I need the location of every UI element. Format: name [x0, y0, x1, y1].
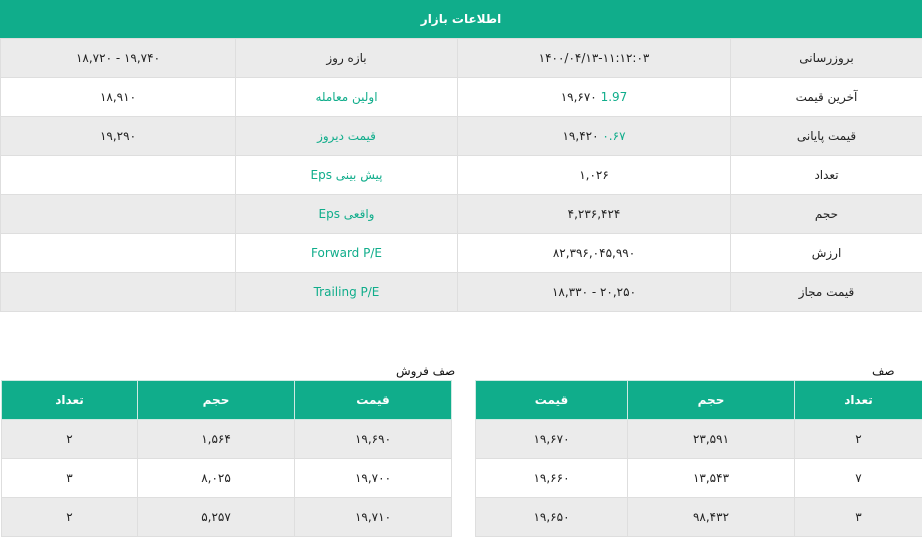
price-change: ۰.۶۷: [602, 129, 626, 143]
info-label: ارزش: [731, 234, 922, 273]
info-value: [458, 156, 731, 195]
value-text: ۱۹,۴۲۰: [562, 129, 599, 143]
info-value2: [1, 234, 236, 273]
sell-count: ۳: [2, 459, 138, 498]
value-text: ۱۴۰۰/۰۴/۱۳-۱۱:۱۲:۰۳: [538, 51, 650, 65]
sell-volume: ۵,۲۵۷: [138, 498, 295, 537]
buy-count: ۲: [795, 420, 922, 459]
column-header-price: قیمت: [295, 381, 452, 420]
buy-volume: ۱۳,۵۴۳: [628, 459, 795, 498]
table-row: [2, 420, 452, 459]
info-value: [458, 234, 731, 273]
info-label2: قیمت دیروز: [236, 117, 458, 156]
sell-volume: ۸,۰۲۵: [138, 459, 295, 498]
value-text: ۸۲,۳۹۶,۰۴۵,۹۹۰: [552, 246, 636, 260]
sell-count: ۲: [2, 420, 138, 459]
table-row: [476, 459, 922, 498]
buy-queue-header-row: [476, 381, 922, 420]
column-header-count: تعداد: [795, 381, 922, 420]
table-row: [476, 498, 922, 537]
info-label: بروزرسانی: [731, 39, 922, 78]
column-header-volume: حجم: [628, 381, 795, 420]
column-header-count: تعداد: [2, 381, 138, 420]
buy-price: ۱۹,۶۶۰: [476, 459, 628, 498]
buy-count: ۳: [795, 498, 922, 537]
price-change: 1.97: [600, 90, 628, 104]
value-text: ۴,۲۳۶,۴۲۴: [567, 207, 621, 221]
info-value2: [1, 195, 236, 234]
table-row: [2, 498, 452, 537]
info-value: [458, 39, 731, 78]
sell-queue-table: [1, 380, 452, 537]
info-label2: Trailing P/E: [236, 273, 458, 312]
buy-queue-title: صف: [872, 364, 895, 378]
info-row: [1, 195, 922, 234]
info-row: [1, 234, 922, 273]
info-value2: ۱۹,۲۹۰: [1, 117, 236, 156]
info-label: تعداد: [731, 156, 922, 195]
info-row: [1, 78, 922, 117]
market-info-header: [0, 0, 922, 38]
table-row: [476, 420, 922, 459]
info-label: آخرین قیمت: [731, 78, 922, 117]
info-value: [458, 117, 731, 156]
info-label2: اولین معامله: [236, 78, 458, 117]
info-label2: Eps واقعی: [236, 195, 458, 234]
info-row: [1, 117, 922, 156]
info-label: حجم: [731, 195, 922, 234]
sell-queue-header-row: [2, 381, 452, 420]
buy-price: ۱۹,۶۷۰: [476, 420, 628, 459]
buy-queue-table: [475, 380, 922, 537]
info-row: [1, 273, 922, 312]
sell-volume: ۱,۵۶۴: [138, 420, 295, 459]
buy-volume: ۲۳,۵۹۱: [628, 420, 795, 459]
value-text: ۱۸,۳۳۰ - ۲۰,۲۵۰: [551, 285, 637, 299]
info-value2: ۱۸,۹۱۰: [1, 78, 236, 117]
market-info-title: اطلاعات بازار: [420, 12, 502, 26]
sell-price: ۱۹,۶۹۰: [295, 420, 452, 459]
info-label2: Eps پیش بینی: [236, 156, 458, 195]
info-label: قیمت پایانی: [731, 117, 922, 156]
column-header-price: قیمت: [476, 381, 628, 420]
info-value2: [1, 273, 236, 312]
info-row: [1, 39, 922, 78]
info-label2: بازه روز: [236, 39, 458, 78]
sell-price: ۱۹,۷۰۰: [295, 459, 452, 498]
sell-count: ۲: [2, 498, 138, 537]
buy-count: ۷: [795, 459, 922, 498]
sell-price: ۱۹,۷۱۰: [295, 498, 452, 537]
column-header-volume: حجم: [138, 381, 295, 420]
info-value: [458, 195, 731, 234]
info-value: [458, 78, 731, 117]
info-value2: ۱۸,۷۲۰ - ۱۹,۷۴۰: [1, 39, 236, 78]
info-row: [1, 156, 922, 195]
info-value: [458, 273, 731, 312]
value-text: ۱۹,۶۷۰: [560, 90, 597, 104]
info-value2: [1, 156, 236, 195]
market-info-table: [0, 38, 922, 312]
value-text: ۱,۰۲۶: [579, 168, 609, 182]
buy-price: ۱۹,۶۵۰: [476, 498, 628, 537]
info-label: قیمت مجاز: [731, 273, 922, 312]
info-label2: Forward P/E: [236, 234, 458, 273]
buy-volume: ۹۸,۴۳۲: [628, 498, 795, 537]
sell-queue-title: صف فروش: [396, 364, 456, 378]
table-row: [2, 459, 452, 498]
